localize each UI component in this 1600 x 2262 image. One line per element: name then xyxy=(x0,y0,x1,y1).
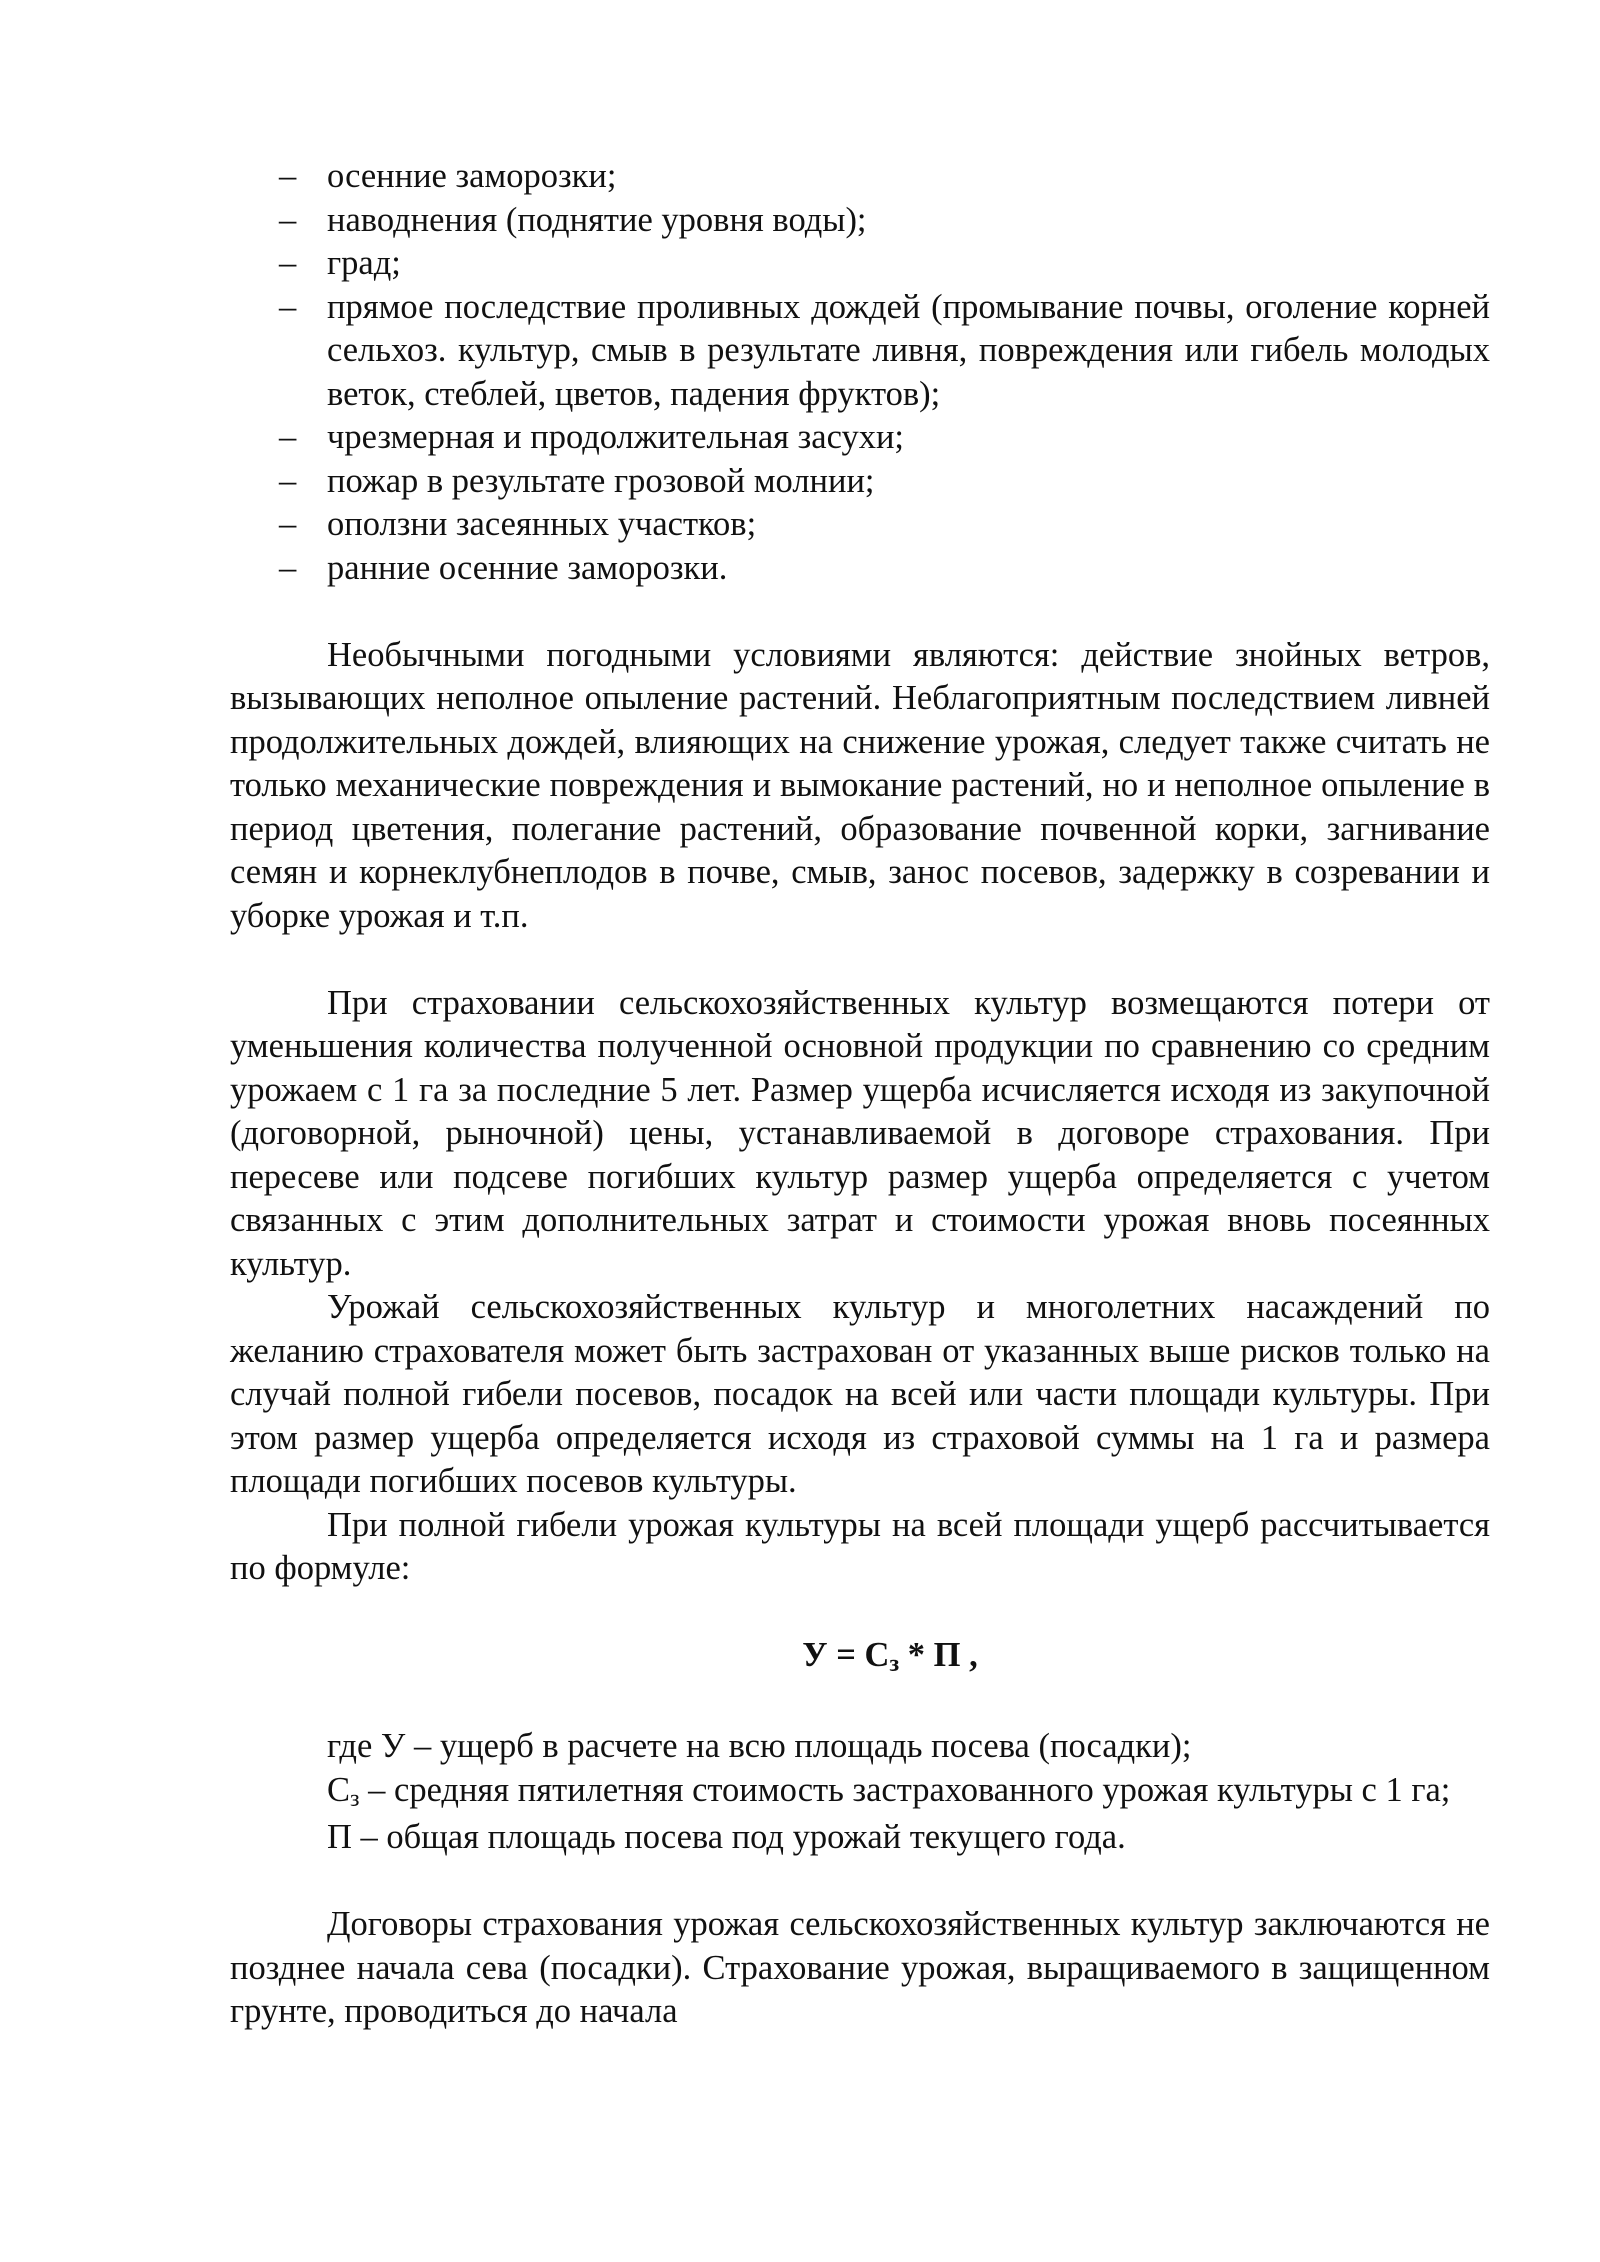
paragraph-contracts: Договоры страхования урожая сельскохозяйственных культур заключаются не позднее начала сева (посадки). Страхование урожая, выращиваемого в защищенном грунте, проводиться до начала xyxy=(230,1905,1490,2030)
dash-marker: – xyxy=(279,418,297,456)
paragraph-total-loss-insurance: Урожай сельскохозяйственных культур и многолетних насаждений по желанию страхователя может быть застрахован от указанных выше рисков только на случай полной гибели посевов, посадок на всей или части площади культуры. При этом размер ущерба определяется исходя из страховой суммы на 1 га и размера площади погибших посевов культуры. xyxy=(230,1288,1490,1500)
paragraph-unusual-weather: Необычными погодными условиями являются: действие знойных ветров, вызывающих неполное опыление растений. Неблагоприятным последствием ливней продолжительных дождей, влияющих на снижение урожая, следует также считать не только механические повреждения и вымокание растений, но и неполное опыление в период цветения, полегание растений, образование почвенной корки, загнивание семян и корнеклубнеплодов в почве, смыв, занос посевов, задержку в созревании и уборке урожая и т.п. xyxy=(230,635,1490,935)
dash-marker: – xyxy=(279,244,297,282)
list-item: – чрезмерная и продолжительная засухи; xyxy=(230,416,1490,460)
dash-marker: – xyxy=(279,548,297,587)
definition-area: П – общая площадь посева под урожай текущего года. xyxy=(327,1818,1126,1856)
dash-marker: – xyxy=(279,157,297,195)
list-item: – пожар в результате грозовой молнии; xyxy=(230,460,1490,504)
dash-marker: – xyxy=(279,461,297,500)
list-item: – оползни засеянных участков; xyxy=(230,503,1490,547)
page-content xyxy=(230,155,1490,2034)
list-item: – ранние осенние заморозки. xyxy=(230,547,1490,591)
list-item: – град; xyxy=(230,242,1490,286)
paragraph-insurance-losses: При страховании сельскохозяйственных культур возмещаются потери от уменьшения количества полученной основной продукции по сравнению со средним урожаем с 1 га за последние 5 лет. Размер ущерба исчисляется исходя из закупочной (договорной, рыночной) цены, устанавливаемой в договоре страхования. При пересеве или подсеве погибших культур размер ущерба определяется с учетом связанных с этим дополнительных затрат и стоимости урожая вновь посеянных культур. xyxy=(230,983,1490,1283)
list-item: – прямое последствие проливных дождей (промывание почвы, оголение корней сельхоз. культур, смыв в результате ливня, повреждения или гибель молодых веток, стеблей, цветов, падения фруктов); xyxy=(279,287,1490,413)
dash-marker: – xyxy=(279,287,297,326)
risk-list xyxy=(230,155,1490,590)
paragraph-formula-intro: При полной гибели урожая культуры на всей площади ущерб рассчитывается по формуле: xyxy=(230,1505,1490,1587)
list-item: – осенние заморозки; xyxy=(230,155,1490,199)
definition-damage: где У – ущерб в расчете на всю площадь посева (посадки); xyxy=(327,1727,1192,1765)
definition-average-cost: $С_з$ – средняя пятилетняя стоимость застрахованного урожая культуры с 1 га; xyxy=(327,1770,1451,1812)
list-item: – наводнения (поднятие уровня воды); xyxy=(230,199,1490,243)
dash-marker: – xyxy=(279,505,297,543)
dash-marker: – xyxy=(279,200,297,239)
damage-formula: $У = С_з * П$ , xyxy=(802,1636,978,1677)
